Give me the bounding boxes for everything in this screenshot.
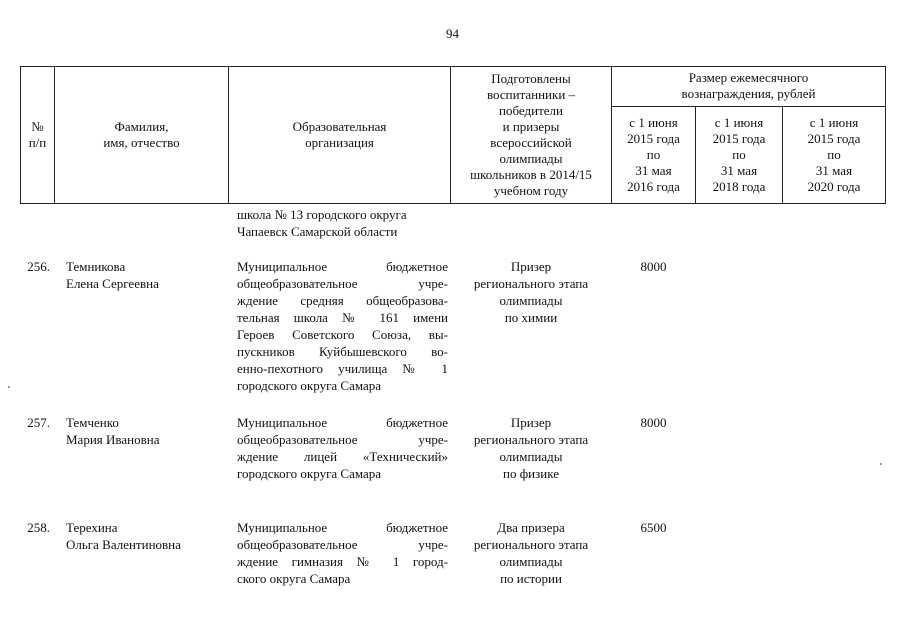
student-name: Темченко Мария Ивановна (66, 415, 160, 447)
header-col-period-2016: с 1 июня 2015 года по 31 мая 2016 года (627, 115, 680, 194)
header-col-period-2020: с 1 июня 2015 года по 31 мая 2020 года (807, 115, 861, 194)
reward-amount: 8000 (640, 259, 667, 274)
student-name: Терехина Ольга Валентиновна (66, 520, 181, 552)
student-name: Темникова Елена Сергеевна (66, 259, 159, 291)
reward-amount: 8000 (640, 415, 667, 430)
header-col-number: № п/п (28, 118, 47, 150)
reward-amount: 6500 (640, 520, 667, 535)
continuation-text: школа № 13 городского округа Чапаевск Самарской области (237, 207, 407, 239)
organization: Муниципальное бюджетное общеобразовательное учре- ждение лицей «Технический» городского округа Самара (237, 415, 448, 481)
page-number: 94 (446, 26, 459, 41)
header-col-reward-group: Размер ежемесячного вознаграждения, рублей (681, 70, 816, 101)
header-col-period-2018: с 1 июня 2015 года по 31 мая 2018 года (712, 115, 766, 194)
organization: Муниципальное бюджетное общеобразовательное учре- ждение средняя общеобразова- тельная школа № 161 имени Героев Советского Союза, вы- пускников Куйбышевского во- енно-пехотного училища № 1 городского округа Самара (237, 259, 448, 393)
row-number: 257. (27, 415, 50, 430)
scan-speck (880, 463, 882, 465)
header-col-prepared: Подготовлены воспитанники – победители и призеры всероссийской олимпиады школьников в 2014/15 учебном году (470, 70, 592, 198)
row-number: 258. (27, 520, 50, 535)
header-right-border (885, 66, 886, 204)
olympiad-result: Два призера регионального этапа олимпиады по истории (473, 520, 589, 586)
table-header (20, 66, 886, 204)
organization: Муниципальное бюджетное общеобразовательное учре- ждение гимназия № 1 город- ского округа Самара (237, 520, 448, 586)
olympiad-result: Призер регионального этапа олимпиады по химии (473, 259, 589, 325)
header-bottom-border (20, 203, 886, 204)
scan-speck (8, 386, 10, 388)
olympiad-result: Призер регионального этапа олимпиады по физике (473, 415, 589, 481)
header-col-organization: Образовательная организация (292, 118, 387, 150)
row-number: 256. (27, 259, 50, 274)
header-col-name: Фамилия, имя, отчество (103, 118, 180, 150)
